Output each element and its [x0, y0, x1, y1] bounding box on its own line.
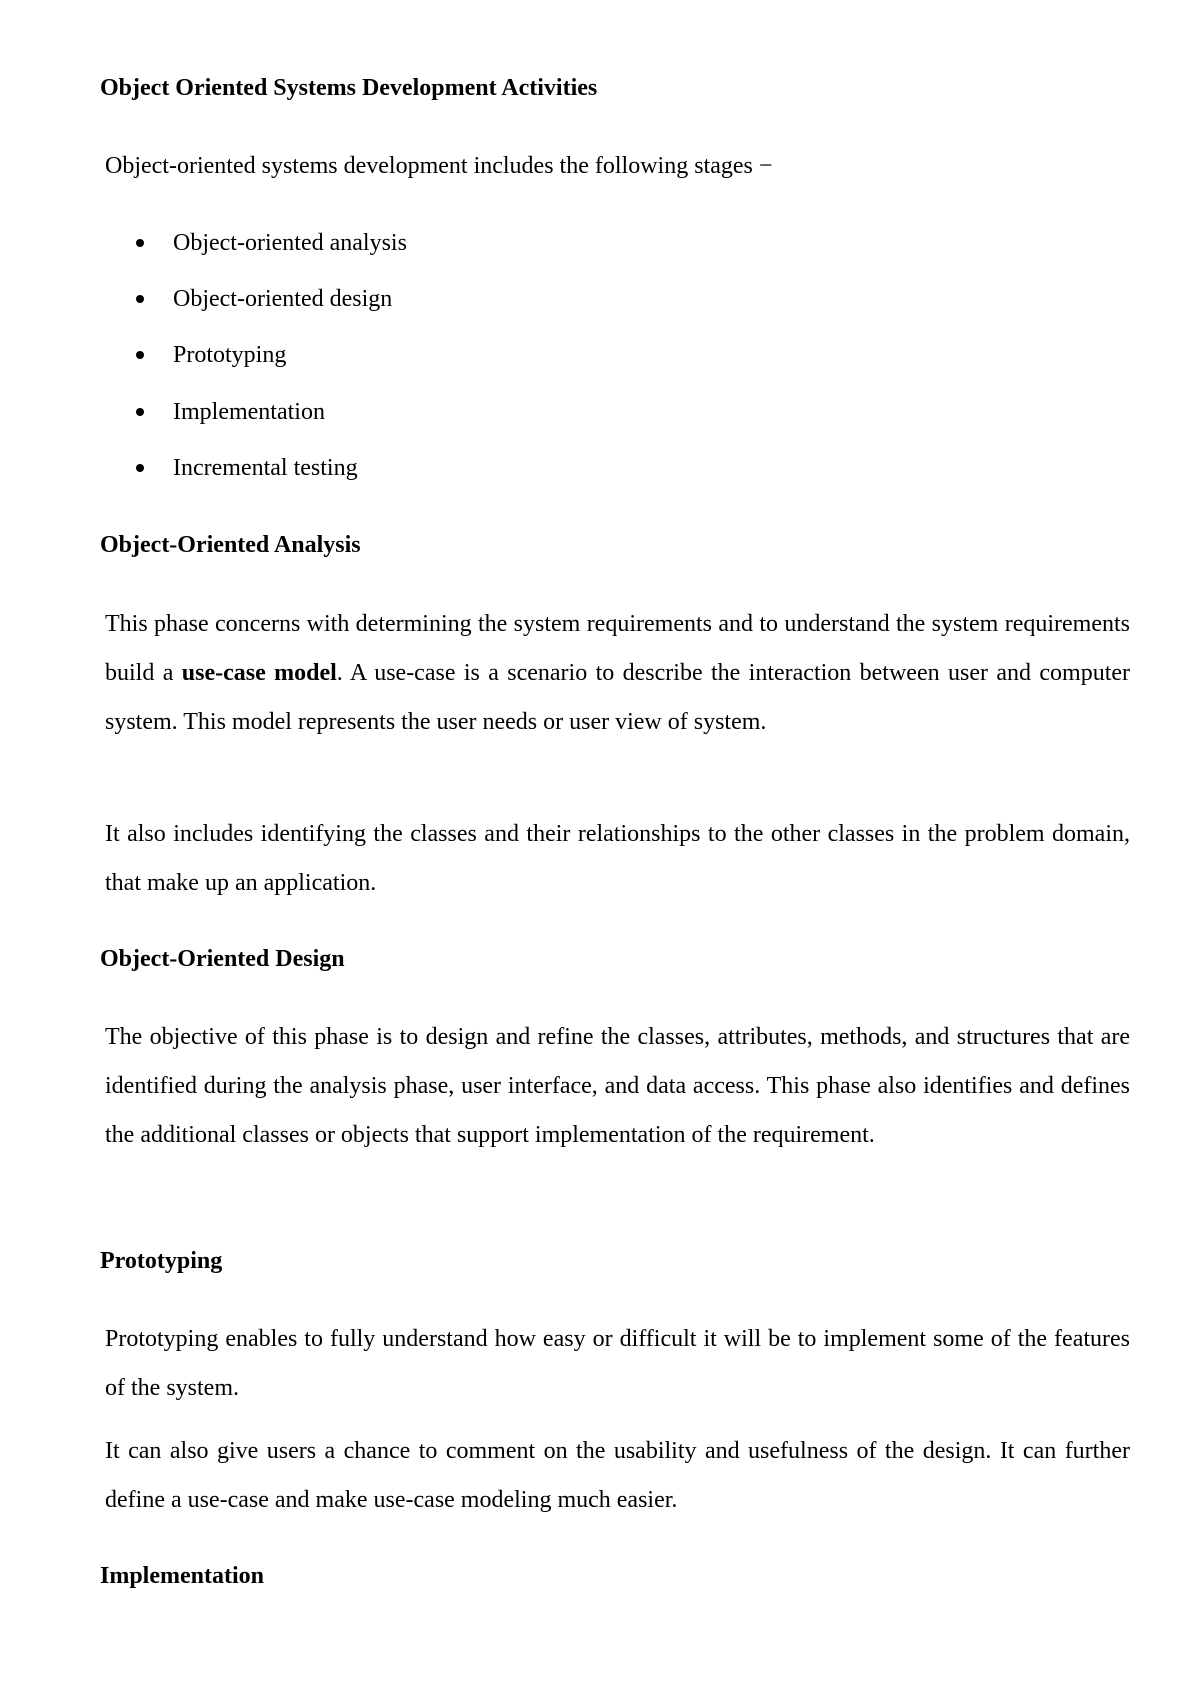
bullet-icon	[136, 351, 144, 359]
document-title: Object Oriented Systems Development Activities	[100, 75, 598, 101]
bullet-icon	[136, 239, 144, 247]
analysis-text-after: . A use-case is a scenario to describe the interaction between user and computer system. This model represents the user needs or user view of system.	[105, 660, 1131, 735]
design-heading: Object-Oriented Design	[100, 946, 345, 972]
design-paragraph-1: The objective of this phase is to design and refine the classes, attributes, methods, and structures that are identified during the analysis phase, user interface, and data access. This phase also identifies and defines the additional classes or objects that support implementation of the requirement.	[105, 1024, 1130, 1148]
prototyping-heading: Prototyping	[100, 1248, 223, 1274]
use-case-model-term: use-case model	[181, 660, 337, 686]
analysis-text-before: This phase concerns with determining the system requirements and to understand the system requirements build a	[105, 611, 1130, 686]
bullet-icon	[136, 464, 144, 472]
analysis-heading: Object-Oriented Analysis	[100, 532, 361, 558]
prototyping-paragraph-1: Prototyping enables to fully understand how easy or difficult it will be to implement some of the features of the system.	[105, 1326, 1130, 1401]
list-item-label: Object-oriented analysis	[173, 230, 407, 256]
bullet-icon	[136, 408, 144, 416]
bullet-icon	[136, 295, 144, 303]
implementation-heading: Implementation	[100, 1563, 264, 1589]
list-item-label: Implementation	[173, 399, 325, 425]
analysis-paragraph-1	[105, 600, 1130, 747]
analysis-paragraph-2: It also includes identifying the classes and their relationships to the other classes in the problem domain, that make up an application.	[105, 821, 1130, 896]
list-item-label: Prototyping	[173, 342, 287, 368]
list-item-label: Object-oriented design	[173, 286, 393, 312]
list-item-label: Incremental testing	[173, 455, 358, 481]
intro-paragraph: Object-oriented systems development includes the following stages −	[105, 153, 773, 179]
prototyping-paragraph-2: It can also give users a chance to comment on the usability and usefulness of the design. It can further define a use-case and make use-case modeling much easier.	[105, 1438, 1130, 1513]
